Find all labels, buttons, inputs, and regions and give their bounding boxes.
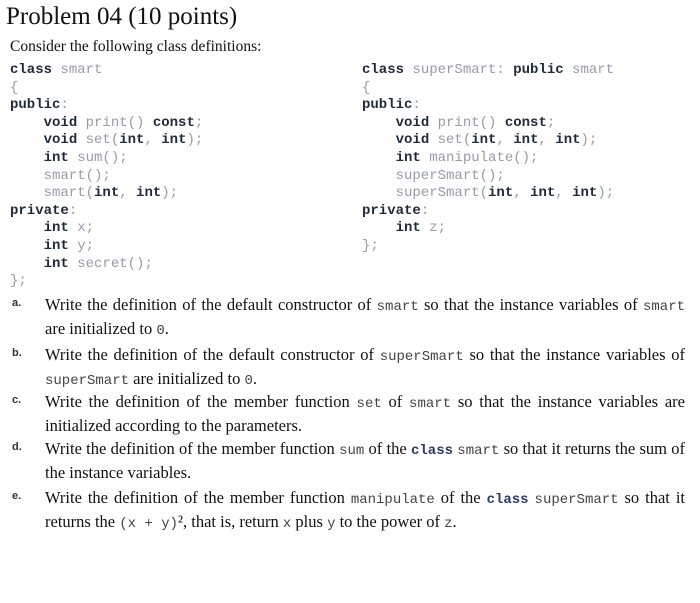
code-line: int sum(); xyxy=(43,149,128,166)
question-text: Write the definition of the member function set of smart so that the instance variables are initialized according to the parameters. xyxy=(45,392,685,435)
question-letter: b. xyxy=(12,347,22,359)
question-text: Write the definition of the member function sum of the class smart so that it returns the sum of the instance variables. xyxy=(45,439,686,482)
code-line: void print() const; xyxy=(395,114,556,131)
code-line: public: xyxy=(362,97,421,114)
code-line: superSmart(int, int, int); xyxy=(362,185,615,202)
code-line: }; xyxy=(362,237,379,254)
code-line: class smart xyxy=(10,62,103,78)
code-line: smart(int, int); xyxy=(10,185,179,202)
code-line: void set(int, int, int); xyxy=(395,132,598,149)
code-line: smart(); xyxy=(10,167,111,184)
problem-intro: Consider the following class definitions: xyxy=(10,38,262,55)
question-text: Write the definition of the default constructor of superSmart so that the instance variables of superSmart are initialized to 0. xyxy=(45,345,685,389)
code-line: void print() const; xyxy=(43,114,204,131)
code-line: int y; xyxy=(43,237,95,254)
code-line: int x; xyxy=(43,220,95,237)
code-line: int manipulate(); xyxy=(395,149,539,166)
code-line: }; xyxy=(10,273,27,290)
code-line: { xyxy=(362,79,371,96)
code-line: private: xyxy=(10,202,78,219)
code-line: int z; xyxy=(395,220,447,237)
supersmart-class-code xyxy=(362,62,614,256)
question-letter: d. xyxy=(12,441,22,453)
question-text: Write the definition of the member function manipulate of the class superSmart so that it returns the (x + y)², that is, return x plus y to the power of z. xyxy=(45,488,685,532)
smart-class-code xyxy=(10,62,203,291)
problem-title: Problem 04 (10 points) xyxy=(6,3,238,30)
code-line: class superSmart: public smart xyxy=(362,62,615,78)
code-line: void set(int, int); xyxy=(43,132,204,149)
code-line: superSmart(); xyxy=(362,167,505,184)
code-line: private: xyxy=(362,202,430,219)
code-line: int secret(); xyxy=(43,255,153,272)
question-letter: e. xyxy=(12,490,22,502)
question-text: Write the definition of the default constructor of smart so that the instance variables of smart are initialized to 0. xyxy=(45,295,685,339)
code-line: public: xyxy=(10,97,69,114)
question-letter: c. xyxy=(12,394,22,406)
code-line: { xyxy=(10,79,19,96)
question-letter: a. xyxy=(12,297,22,309)
